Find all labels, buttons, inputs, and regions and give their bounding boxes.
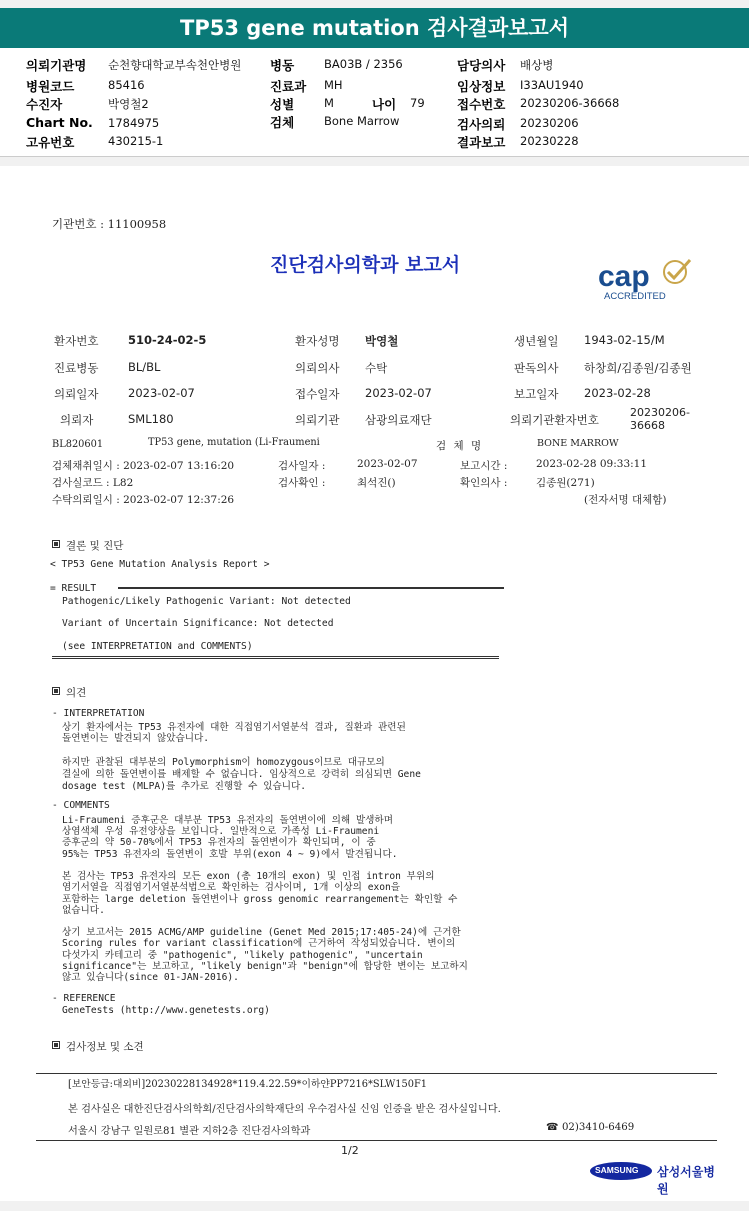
patient-key: 의뢰일자	[54, 387, 99, 401]
header-key: 병원코드	[26, 79, 75, 94]
comments-line: 본 검사는 TP53 유전자의 모든 exon (총 10개의 exon) 및 인접 intron 부위의	[62, 871, 435, 882]
patient-value: 510-24-02-5	[128, 333, 207, 347]
detail-text: 검사실코드 : L82	[52, 477, 134, 489]
certification-text: 본 검사실은 대한진단검사의학회/진단검사의학재단의 우수검사실 신임 인증을 받은 검사실입니다.	[68, 1104, 501, 1115]
header-key: 고유번호	[26, 135, 75, 150]
patient-value: 2023-02-07	[128, 386, 195, 400]
report-header	[0, 48, 749, 157]
detail-text: 최석진()	[357, 477, 396, 489]
result-header: = RESULT	[50, 583, 97, 594]
institution-number: 기관번호 : 11100958	[52, 217, 167, 231]
detail-text: 2023-02-07	[357, 458, 418, 470]
patient-value: 수탁	[365, 361, 388, 375]
detail-text: 검사확인 :	[278, 477, 326, 489]
detail-text: 2023-02-28 09:33:11	[536, 458, 648, 470]
detail-text: 확인의사 :	[460, 477, 508, 489]
result-line: Pathogenic/Likely Pathogenic Variant: Not detected	[62, 596, 351, 607]
header-value: MH	[324, 78, 343, 92]
section-opinion	[52, 685, 86, 700]
report-title: 진단검사의학과 보고서	[270, 254, 461, 276]
reference-title: - REFERENCE	[52, 993, 116, 1004]
result-rule	[118, 587, 504, 589]
phone-icon: ☎	[546, 1122, 562, 1133]
patient-value: 20230206-36668	[630, 406, 690, 432]
interpretation-title: - INTERPRETATION	[52, 708, 145, 719]
square-bullet-icon	[52, 540, 60, 548]
header-value: BA03B / 2356	[324, 57, 403, 71]
interpretation-line: 돌연변이는 발견되지 않았습니다.	[62, 733, 210, 744]
comments-title: - COMMENTS	[52, 800, 110, 811]
comments-line: 다섯가지 카테고리 중 "pathogenic", "likely pathogenic", "uncertain	[62, 950, 423, 961]
patient-value: BL/BL	[128, 360, 161, 374]
patient-value: 하창희/김종원/김종원	[584, 361, 692, 375]
result-line: (see INTERPRETATION and COMMENTS)	[62, 641, 253, 652]
phone-value: 02)3410-6469	[561, 1122, 635, 1133]
cap-logo-word: cap	[598, 260, 650, 293]
interpretation-line: 결실에 의한 돌연변이를 배제할 수 없습니다. 임상적으로 강력히 의심되면 Gene	[62, 769, 421, 780]
header-key: 성별	[270, 97, 295, 112]
header-value: 20230206	[520, 116, 579, 130]
detail-text: 보고시간 :	[460, 460, 508, 472]
header-value: 85416	[108, 78, 145, 92]
header-key: 병동	[270, 58, 295, 73]
patient-key: 의뢰의사	[295, 361, 340, 375]
specimen-label: 검 체 명	[436, 440, 484, 452]
header-key: 수진자	[26, 97, 63, 112]
result-end-rule	[52, 656, 499, 659]
header-value: Bone Marrow	[324, 114, 400, 128]
header-key: 결과보고	[457, 135, 506, 150]
cap-logo-subtext: ACCREDITED	[604, 291, 666, 302]
patient-key: 환자번호	[54, 334, 99, 348]
square-bullet-icon	[52, 687, 60, 695]
header-key: 검체	[270, 115, 295, 130]
phone-number	[546, 1122, 634, 1133]
reference-link[interactable]: GeneTests (http://www.genetests.org)	[62, 1005, 270, 1016]
samsung-hospital-logo	[590, 1161, 720, 1196]
header-key: 담당의사	[457, 58, 506, 73]
detail-text: 검사일자 :	[278, 460, 326, 472]
section-heading: 결론 및 진단	[66, 540, 124, 552]
detail-text: 수탁의뢰일시 : 2023-02-07 12:37:26	[52, 494, 235, 506]
page-number: 1/2	[341, 1144, 359, 1157]
comments-line: significance"는 보고하고, "likely benign"과 "benign"에 합당한 변이는 보고하지	[62, 961, 468, 972]
header-key: 접수번호	[457, 97, 506, 112]
square-bullet-icon	[52, 1041, 60, 1049]
patient-value: 삼광의료재단	[365, 413, 432, 427]
patient-key: 생년월일	[514, 334, 559, 348]
interpretation-line: dosage test (MLPA)를 추가로 진행할 수 있습니다.	[62, 781, 307, 792]
specimen-value: BONE MARROW	[537, 438, 619, 449]
header-key: Chart No.	[26, 115, 93, 130]
comments-line: 상염색체 우성 유전양상을 보입니다. 일반적으로 가족성 Li-Fraumeni	[62, 826, 380, 837]
comments-line: 염기서열을 직접염기서열분석법으로 확인하는 검사이며, 1개 이상의 exon을	[62, 882, 401, 893]
comments-line: Scoring rules for variant classification에 근거하여 작성되었습니다. 변이의	[62, 938, 456, 949]
page-title: TP53 gene mutation 검사결과보고서	[0, 8, 749, 48]
e-signature-note: (전자서명 대체함)	[584, 494, 667, 506]
section-test-info	[52, 1039, 144, 1054]
header-key: 의뢰기관명	[26, 58, 87, 73]
patient-key: 진료병동	[54, 361, 99, 375]
security-line: [보안등급:대외비]20230228134928*119.4.22.59*이하얀PP7216*SLW150F1	[68, 1079, 428, 1090]
interpretation-line: 하지만 관찰된 대부분의 Polymorphism이 homozygous이므로 대규모의	[62, 757, 385, 768]
header-value: 순천향대학교부속천안병원	[108, 58, 242, 72]
header-value: 430215-1	[108, 134, 164, 148]
age-label: 나이	[372, 97, 397, 112]
patient-value: SML180	[128, 412, 174, 426]
comments-line: 상기 보고서는 2015 ACMG/AMP guideline (Genet Med 2015;17:405-24)에 근거한	[62, 927, 461, 938]
comments-line: 95%는 TP53 유전자의 돌연변이 호발 부위(exon 4 ~ 9)에서 발견됩니다.	[62, 849, 398, 860]
patient-key: 판독의사	[514, 361, 559, 375]
interpretation-line: 상기 환자에서는 TP53 유전자에 대한 직접염기서열분석 결과, 질환과 관련된	[62, 722, 406, 733]
detail-text: 김종원(271)	[536, 477, 595, 489]
header-value: M	[324, 96, 334, 110]
result-line: Variant of Uncertain Significance: Not detected	[62, 618, 334, 629]
comments-line: 않고 있습니다(since 01-JAN-2016).	[62, 972, 239, 983]
cap-accredited-logo	[598, 258, 698, 304]
header-key: 임상정보	[457, 79, 506, 94]
header-key: 검사의뢰	[457, 117, 506, 132]
patient-key: 환자성명	[295, 334, 340, 348]
comments-line: 없습니다.	[62, 905, 105, 916]
hospital-name: 삼성서울병원	[657, 1165, 715, 1196]
header-value: 배상병	[520, 58, 554, 72]
report-name: < TP53 Gene Mutation Analysis Report >	[50, 559, 270, 570]
header-key: 진료과	[270, 79, 307, 94]
patient-key: 의뢰기관환자번호	[510, 413, 599, 427]
header-value: I33AU1940	[520, 78, 584, 92]
header-value: 20230228	[520, 134, 579, 148]
header-value: 1784975	[108, 116, 160, 130]
comments-line: 포함하는 large deletion 돌연변이나 gross genomic rearrangement는 확인할 수	[62, 894, 458, 905]
report-document	[0, 166, 749, 1201]
footer-bottom-rule	[36, 1140, 717, 1141]
header-value: 20230206-36668	[520, 96, 620, 110]
comments-line: Li-Fraumeni 증후군은 대부분 TP53 유전자의 돌연변이에 의해 발생하며	[62, 815, 393, 826]
header-value: 박영철2	[108, 97, 149, 111]
test-code: BL820601	[52, 439, 104, 450]
lab-address: 서울시 강남구 일원로81 별관 지하2층 진단검사의학과	[68, 1126, 311, 1137]
footer-top-rule	[36, 1073, 717, 1074]
patient-key: 접수일자	[295, 387, 340, 401]
patient-key: 보고일자	[514, 387, 559, 401]
test-name: TP53 gene, mutation (Li-Fraumeni	[148, 437, 320, 448]
patient-key: 의뢰기관	[295, 413, 340, 427]
patient-value: 박영철	[365, 334, 399, 348]
samsung-wordmark: SAMSUNG	[595, 1165, 639, 1175]
section-conclusion	[52, 538, 123, 553]
age-value: 79	[410, 96, 425, 110]
patient-key: 의뢰자	[60, 413, 94, 427]
patient-value: 1943-02-15/M	[584, 333, 665, 347]
section-heading: 검사정보 및 소견	[66, 1041, 144, 1053]
patient-value: 2023-02-07	[365, 386, 432, 400]
patient-value: 2023-02-28	[584, 386, 651, 400]
section-heading: 의견	[66, 687, 87, 699]
detail-text: 검체채취일시 : 2023-02-07 13:16:20	[52, 460, 235, 472]
comments-line: 증후군의 약 50-70%에서 TP53 유전자의 돌연변이가 확인되며, 이 중	[62, 837, 376, 848]
